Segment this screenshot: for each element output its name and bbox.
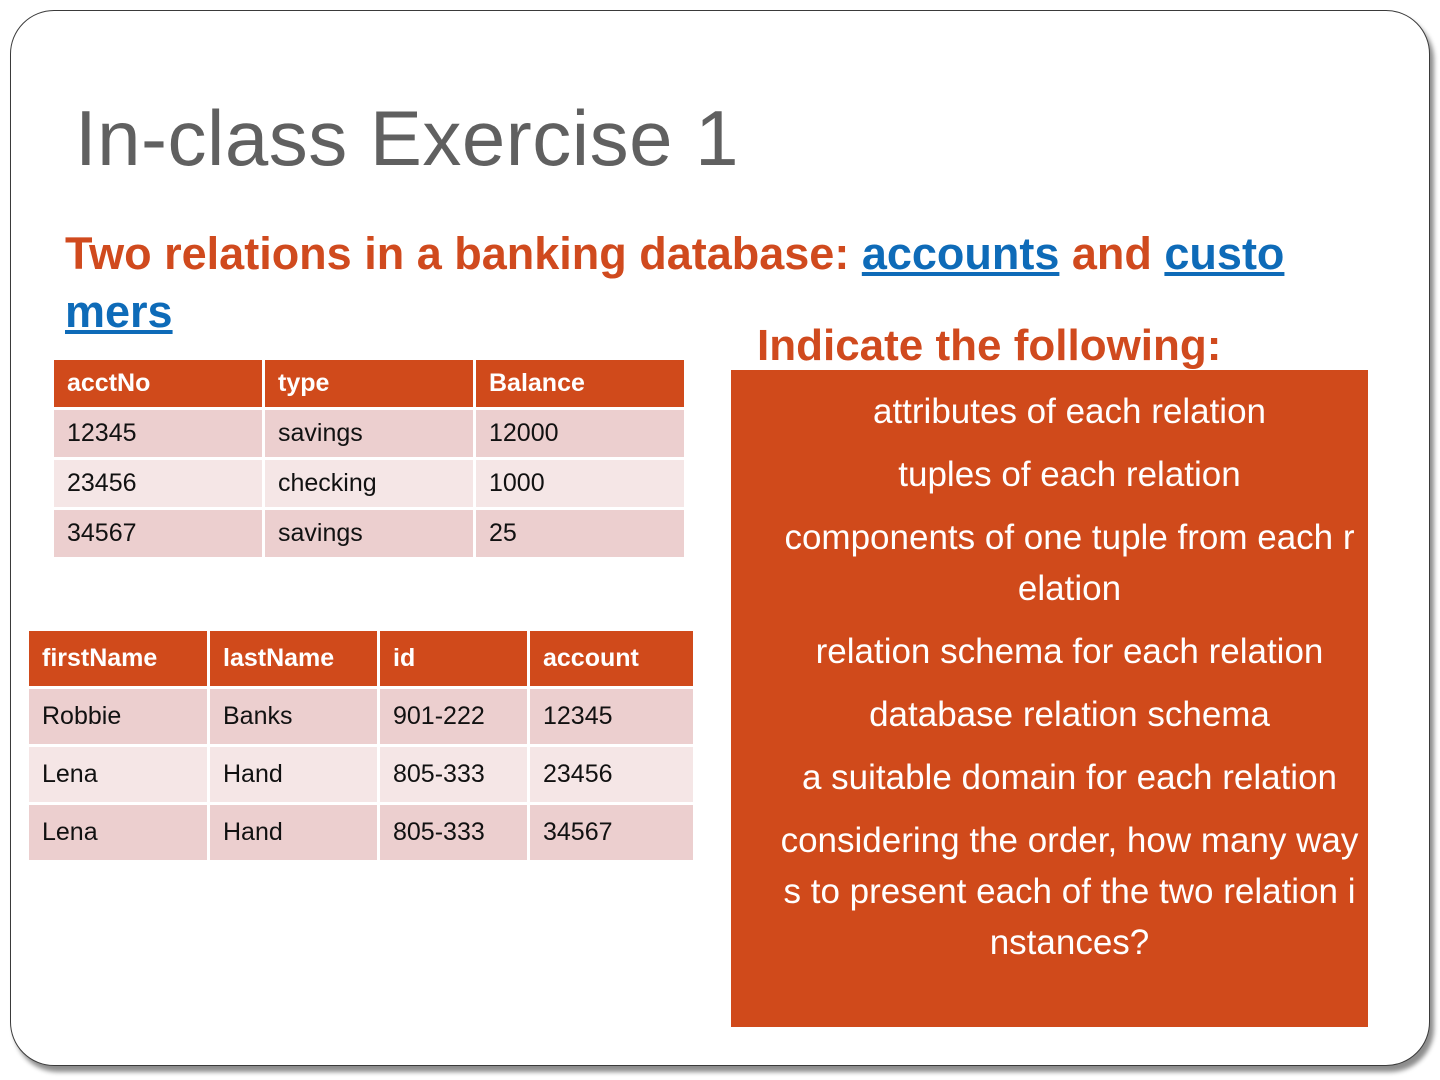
table-row [54, 410, 684, 457]
table-row [29, 805, 693, 860]
subtitle-prefix: Two relations in a banking database: [65, 228, 862, 279]
slide-title: In-class Exercise 1 [75, 94, 740, 182]
table-row [54, 460, 684, 507]
tasks-panel [731, 370, 1368, 1027]
subtitle-middle: and [1059, 228, 1165, 279]
table-cell: Banks [210, 689, 377, 744]
table-cell: 23456 [54, 460, 262, 507]
column-header: type [265, 360, 473, 407]
task-item: a suitable domain for each relation [801, 758, 1338, 797]
table-cell: 12345 [54, 410, 262, 457]
column-header: firstName [29, 631, 207, 686]
task-list [731, 370, 1368, 968]
table-cell: 25 [476, 510, 684, 557]
accounts-table [51, 357, 687, 560]
table-row [29, 689, 693, 744]
column-header: Balance [476, 360, 684, 407]
table-cell: 12345 [530, 689, 693, 744]
table-cell: 34567 [54, 510, 262, 557]
table-cell: 805-333 [380, 747, 527, 802]
indicate-heading: Indicate the following: [757, 321, 1222, 370]
accounts-link[interactable]: accounts [861, 228, 1060, 279]
table-cell: Lena [29, 747, 207, 802]
task-item: considering the order, how many ways to present each of the two relation instances? [780, 821, 1359, 962]
table-cell: 1000 [476, 460, 684, 507]
task-item: attributes of each relation [872, 392, 1266, 431]
task-item: components of one tuple from each relation [784, 518, 1355, 608]
table-cell: Lena [29, 805, 207, 860]
task-item: tuples of each relation [898, 455, 1241, 494]
table-cell: 901-222 [380, 689, 527, 744]
column-header: account [530, 631, 693, 686]
table-header-row [29, 631, 693, 686]
table-header-row [54, 360, 684, 407]
table-cell: savings [265, 410, 473, 457]
table-cell: savings [265, 510, 473, 557]
customers-table [26, 628, 696, 863]
table-cell: 34567 [530, 805, 693, 860]
table-cell: Hand [210, 747, 377, 802]
table-cell: 23456 [530, 747, 693, 802]
table-row [54, 510, 684, 557]
task-item: database relation schema [869, 695, 1270, 734]
column-header: id [380, 631, 527, 686]
table-cell: 12000 [476, 410, 684, 457]
table-cell: Hand [210, 805, 377, 860]
table-row [29, 747, 693, 802]
table-cell: Robbie [29, 689, 207, 744]
table-cell: 805-333 [380, 805, 527, 860]
column-header: acctNo [54, 360, 262, 407]
customers-link[interactable]: customers [65, 228, 1285, 337]
table-cell: checking [265, 460, 473, 507]
column-header: lastName [210, 631, 377, 686]
task-item: relation schema for each relation [815, 632, 1324, 671]
